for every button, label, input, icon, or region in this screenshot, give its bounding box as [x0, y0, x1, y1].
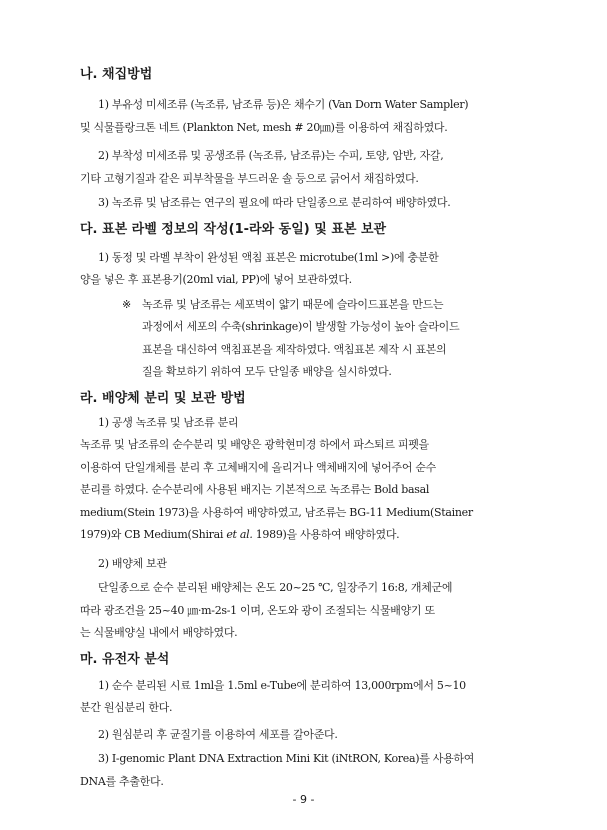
- paragraph-ma-2: 2) 원심분리 후 균질기를 이용하여 세포를 갈아준다.: [98, 727, 338, 741]
- page-number: - 9 -: [292, 793, 315, 806]
- section-heading-na: 나. 채집방법: [80, 67, 153, 82]
- paragraph-na-1: 1) 부유성 미세조류 (녹조류, 남조류 등)은 채수기 (Van Dorn Water Sampler) 및 식물플랑크톤 네트 (Plankton Net, mesh # 20㎛)를 이용하여 채집하였다.: [80, 98, 469, 134]
- subheading-ra-1: 1) 공생 녹조류 및 남조류 분리: [98, 415, 239, 429]
- section-heading-ra: 라. 배양체 분리 및 보관 방법: [80, 390, 246, 406]
- paragraph-na-2: 2) 부착성 미세조류 및 공생조류 (녹조류, 남조류)는 수피, 토양, 암반, 자갈, 기타 고형기질과 같은 피부착물을 부드러운 솔 등으로 긁어서 채집하였다.: [80, 149, 444, 185]
- paragraph-ra-1-last-line: 1979)와 CB Medium(Shirai et al. 1989)을 사용하여 배양하였다.: [80, 528, 400, 541]
- section-heading-ma: 마. 유전자 분석: [80, 651, 170, 667]
- paragraph-da-1: 1) 동정 및 라벨 부착이 완성된 액침 표본은 microtube(1ml >)에 충분한 양을 넣은 후 표본용기(20ml vial, PP)에 넣어 보관하였다.: [80, 250, 439, 286]
- paragraph-ma-1: 1) 순수 분리된 시료 1ml을 1.5ml e-Tube에 분리하여 13,000rpm에서 5~10 분간 원심분리 한다.: [80, 678, 466, 714]
- paragraph-ra-2: 단일종으로 순수 분리된 배양체는 온도 20~25 ℃, 일장주기 16:8, 개체군에 따라 광조건을 25~40 ㎛·m-2s-1 이며, 온도와 광이 조절되는 식물배양기 또 는 식물배양실 내에서 배양하였다.: [80, 581, 453, 639]
- paragraph-na-3: 3) 녹조류 및 남조류는 연구의 필요에 따라 단일종으로 분리하여 배양하였다.: [98, 196, 451, 209]
- subheading-ra-2: 2) 배양체 보관: [98, 556, 167, 570]
- note-mark: ※: [122, 297, 131, 311]
- paragraph-ra-1: 녹조류 및 남조류의 순수분리 및 배양은 광학현미경 하에서 파스퇴르 피펫을 이용하여 단일개체를 분리 후 고체배지에 올리거나 액체배지에 넣어주어 순수 분리를 하였다. 순수분리에 사용된 배지는 기본적으로 녹조류는 Bold basal medium(Stein 1973)을 사용하여 배양하였고, 남조류는 BG-11 Medium(Stainer 1979)와 CB Medium(Shirai et al. 1989)을 사용하여 배양하였다.: [80, 434, 527, 547]
- paragraph-ma-3: 3) I-genomic Plant DNA Extraction Mini Kit (iNtRON, Korea)를 사용하여 DNA를 추출한다.: [80, 752, 475, 788]
- document-body: [80, 64, 527, 793]
- section-heading-da: 다. 표본 라벨 정보의 작성(1-라와 동일) 및 표본 보관: [80, 221, 387, 237]
- note-block: ※ 녹조류 및 남조류는 세포벽이 얇기 때문에 슬라이드표본을 만드는 과정에서 세포의 수축(shrinkage)이 발생할 가능성이 높아 슬라이드 표본을 대신하여 액침표본을 제작하였다. 액침표본 제작 시 표본의 질을 확보하기 위하여 모두 단일종 배양을 실시하였다.: [80, 294, 527, 384]
